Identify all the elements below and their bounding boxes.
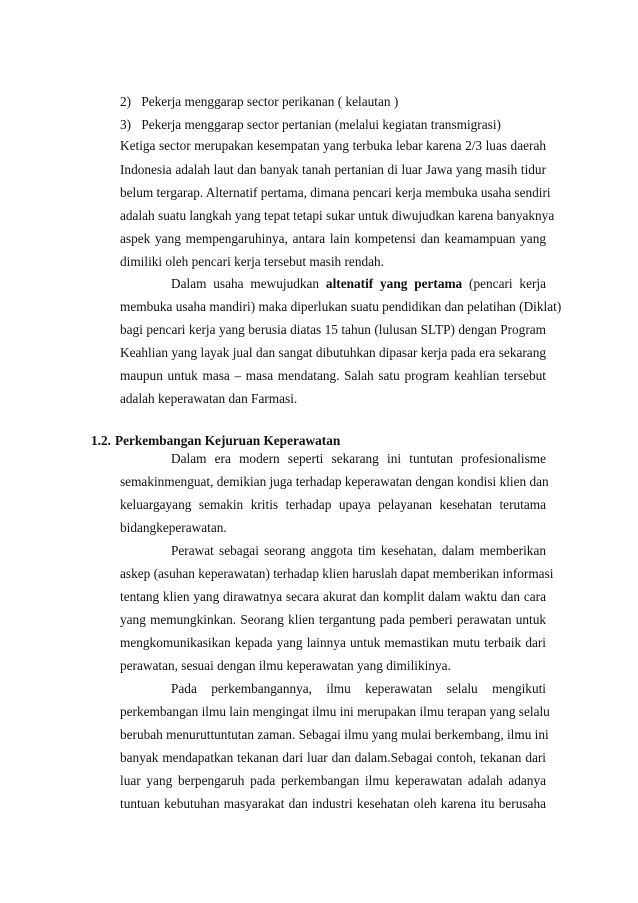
- paragraph-line: Dalam era modern seperti sekarang ini tuntutan profesionalisme: [171, 451, 546, 466]
- text-run: Dalam usaha mewujudkan: [171, 276, 320, 291]
- list-number: 2): [120, 94, 132, 109]
- paragraph-line: tentang klien yang dirawatnya secara akurat dan komplit dalam waktu dan cara: [120, 589, 546, 604]
- list-item: [120, 94, 398, 110]
- section-title: Perkembangan Kejuruan Keperawatan: [114, 433, 341, 448]
- paragraph-line: Pada perkembangannya, ilmu keperawatan selalu mengikuti: [171, 681, 546, 696]
- paragraph-line: aspek yang mempengaruhinya, antara lain kompetensi dan keamampuan yang: [120, 231, 546, 246]
- list-item: [120, 117, 501, 133]
- paragraph-line: tuntuan kebutuhan masyarakat dan industri kesehatan oleh karena itu berusaha: [120, 796, 546, 811]
- paragraph-line: adalah suatu langkah yang tepat tetapi sukar untuk diwujudkan karena banyaknya: [120, 208, 555, 223]
- paragraph-line: bidangkeperawatan.: [120, 520, 227, 535]
- text-run: (pencari kerja: [469, 276, 547, 291]
- section-heading: [91, 433, 340, 449]
- paragraph-line: yang memungkinkan. Seorang klien tergantung pada pemberi perawatan untuk: [120, 612, 546, 627]
- section-number: 1.2.: [91, 433, 111, 448]
- paragraph-line: berubah menuruttuntutan zaman. Sebagai ilmu yang mulai berkembang, ilmu ini: [120, 727, 549, 742]
- list-text: Pekerja menggarap sector perikanan ( kelautan ): [141, 94, 399, 109]
- paragraph-line: semakinmenguat, demikian juga terhadap keperawatan dengan kondisi klien dan: [120, 474, 549, 489]
- paragraph-line: perkembangan ilmu lain mengingat ilmu ini merupakan ilmu terapan yang selalu: [120, 704, 550, 719]
- paragraph-line: askep (asuhan keperawatan) terhadap klien haruslah dapat memberikan informasi: [120, 566, 554, 581]
- paragraph-line: Keahlian yang layak jual dan sangat dibutuhkan dipasar kerja pada era sekarang: [120, 345, 546, 360]
- paragraph-line: belum tergarap. Alternatif pertama, dimana pencari kerja membuka usaha sendiri: [120, 185, 551, 200]
- emphasis-text: altenatif yang pertama: [325, 276, 463, 291]
- paragraph-line: adalah keperawatan dan Farmasi.: [120, 391, 298, 406]
- paragraph-line: banyak mendapatkan tekanan dari luar dan dalam.Sebagai contoh, tekanan dari: [120, 750, 546, 765]
- paragraph-line: maupun untuk masa – masa mendatang. Salah satu program keahlian tersebut: [120, 368, 546, 383]
- paragraph-line: keluargayang semakin kritis terhadap upaya pelayanan kesehatan terutama: [120, 497, 546, 512]
- paragraph-line: Ketiga sector merupakan kesempatan yang terbuka lebar karena 2/3 luas daerah: [120, 138, 546, 153]
- paragraph-line: membuka usaha mandiri) maka diperlukan suatu pendidikan dan pelatihan (Diklat): [120, 299, 562, 314]
- paragraph-line: luar yang berpengaruh pada perkembangan ilmu keperawatan adalah adanya: [120, 773, 546, 788]
- paragraph-line: perawatan, sesuai dengan ilmu keperawatan yang dimilikinya.: [120, 658, 451, 673]
- paragraph-line: mengkomunikasikan kepada yang lainnya untuk memastikan mutu terbaik dari: [120, 635, 546, 650]
- paragraph-line: Perawat sebagai seorang anggota tim kesehatan, dalam memberikan: [171, 543, 546, 558]
- list-number: 3): [120, 117, 132, 132]
- paragraph-line: dimiliki oleh pencari kerja tersebut masih rendah.: [120, 254, 385, 269]
- paragraph-line: bagi pencari kerja yang berusia diatas 15 tahun (lulusan SLTP) dengan Program: [120, 322, 546, 337]
- list-text: Pekerja menggarap sector pertanian (melalui kegiatan transmigrasi): [141, 117, 501, 132]
- paragraph-line: Indonesia adalah laut dan banyak tanah pertanian di luar Jawa yang masih tidur: [120, 162, 546, 177]
- paragraph-line: [171, 276, 546, 292]
